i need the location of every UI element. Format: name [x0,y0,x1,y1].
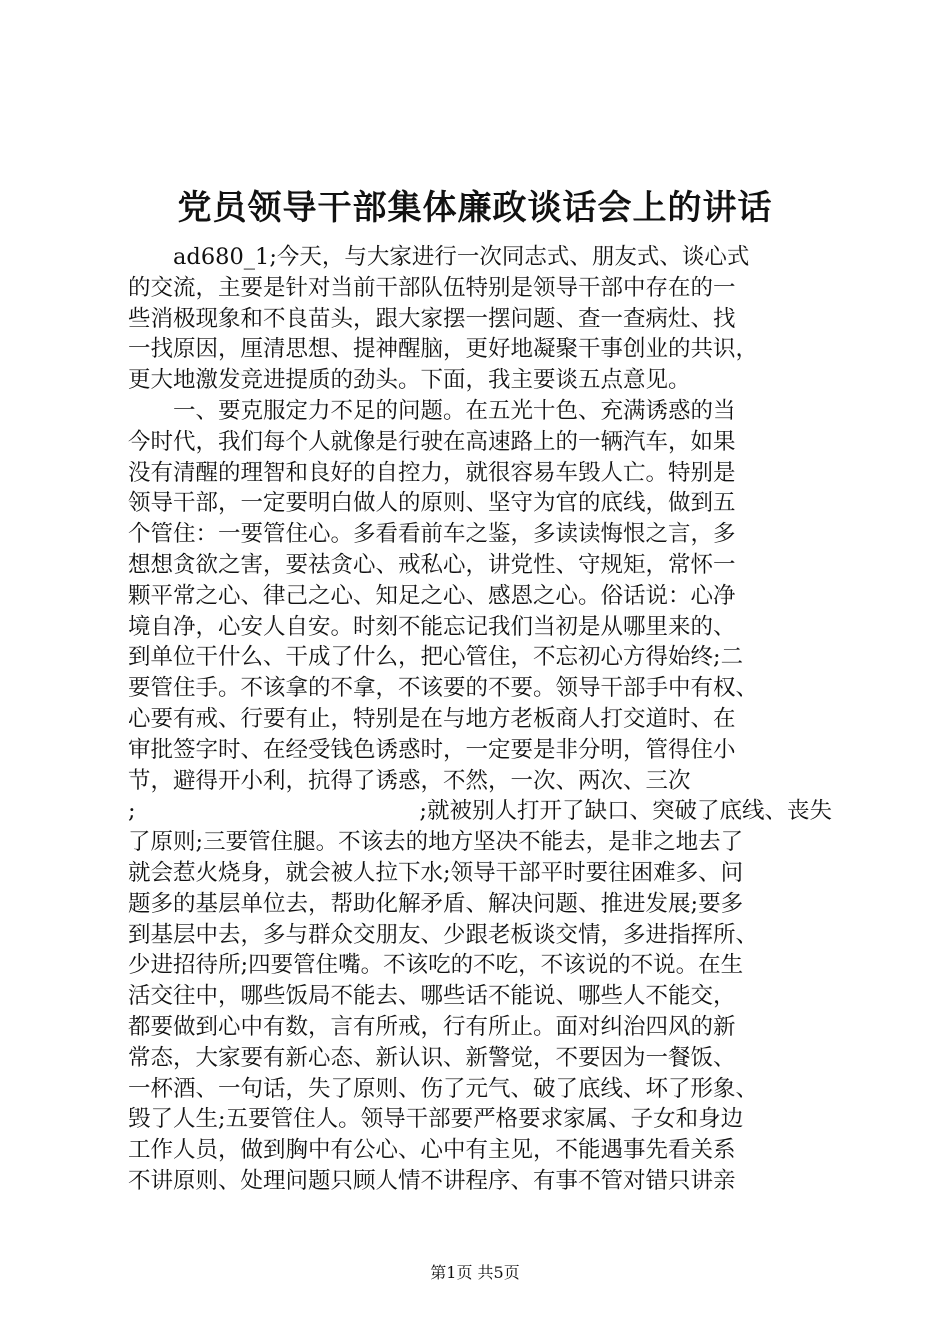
text-line: 题多的基层单位去，帮助化解矛盾、解决问题、推进发展;要多 [128,890,744,917]
text-fragment: ; [128,798,136,825]
text-line: 个管住：一要管住心。多看看前车之鉴，多读读悔恨之言，多 [128,521,736,548]
text-line: 到基层中去，多与群众交朋友、少跟老板谈交情，多进指挥所、 [128,921,759,948]
text-line: 没有清醒的理智和良好的自控力，就很容易车毁人亡。特别是 [128,459,736,486]
text-line: 常态，大家要有新心态、新认识、新警觉，不要因为一餐饭、 [128,1044,736,1071]
text-line: 工作人员，做到胸中有公心、心中有主见，不能遇事先看关系 [128,1137,736,1164]
text-line: 一杯酒、一句话，失了原则、伤了元气、破了底线、坏了形象、 [128,1075,759,1102]
text-line: 些消极现象和不良苗头，跟大家摆一摆问题、查一查病灶、找 [128,305,736,332]
page-number: 第1页 共5页 [430,1263,520,1282]
text-line: 活交往中，哪些饭局不能去、哪些话不能说、哪些人不能交， [128,983,736,1010]
text-line: 更大地激发竞进提质的劲头。下面，我主要谈五点意见。 [128,367,691,394]
text-line: 一、要克服定力不足的问题。在五光十色、充满诱惑的当 [173,397,736,424]
text-line: 境自净，心安人自安。时刻不能忘记我们当初是从哪里来的、 [128,613,736,640]
text-line: 要管住手。不该拿的不拿，不该要的不要。领导干部手中有权、 [128,675,759,702]
document-body [128,242,832,1197]
text-line: 的交流，主要是针对当前干部队伍特别是领导干部中存在的一 [128,274,736,301]
text-line: 今时代，我们每个人就像是行驶在高速路上的一辆汽车，如果 [128,428,736,455]
text-line: 想想贪欲之害，要祛贪心、戒私心，讲党性、守规矩，常怀一 [128,551,736,578]
text-line: 审批签字时、在经受钱色诱惑时，一定要是非分明，管得住小 [128,736,736,763]
text-line: 不讲原则、处理问题只顾人情不讲程序、有事不管对错只讲亲 [128,1167,736,1194]
text-fragment: ;就被别人打开了缺口、突破了底线、丧失 [419,798,832,825]
text-line-split [128,796,832,827]
text-line: 少进招待所;四要管住嘴。不该吃的不吃，不该说的不说。在生 [128,952,744,979]
text-line: 颗平常之心、律己之心、知足之心、感恩之心。俗话说：心净 [128,582,736,609]
text-line: 到单位干什么、干成了什么，把心管住，不忘初心方得始终;二 [128,644,744,671]
text-line: 节，避得开小利，抗得了诱惑，不然，一次、两次、三次 [128,767,691,794]
page-title: 党员领导干部集体廉政谈话会上的讲话 [177,188,773,228]
text-line: 领导干部，一定要明白做人的原则、坚守为官的底线，做到五 [128,490,736,517]
text-line: 一找原因，厘清思想、提神醒脑，更好地凝聚干事创业的共识， [128,336,759,363]
text-line: ad680_1;今天，与大家进行一次同志式、朋友式、谈心式 [173,244,750,270]
text-line: 就会惹火烧身，就会被人拉下水;领导干部平时要往困难多、问 [128,859,744,886]
text-line: 心要有戒、行要有止，特别是在与地方老板商人打交道时、在 [128,705,736,732]
text-line: 毁了人生;五要管住人。领导干部要严格要求家属、子女和身边 [128,1106,744,1133]
text-line: 了原则;三要管住腿。不该去的地方坚决不能去，是非之地去了 [128,829,744,856]
text-line: 都要做到心中有数，言有所戒，行有所止。面对纠治四风的新 [128,1013,736,1040]
